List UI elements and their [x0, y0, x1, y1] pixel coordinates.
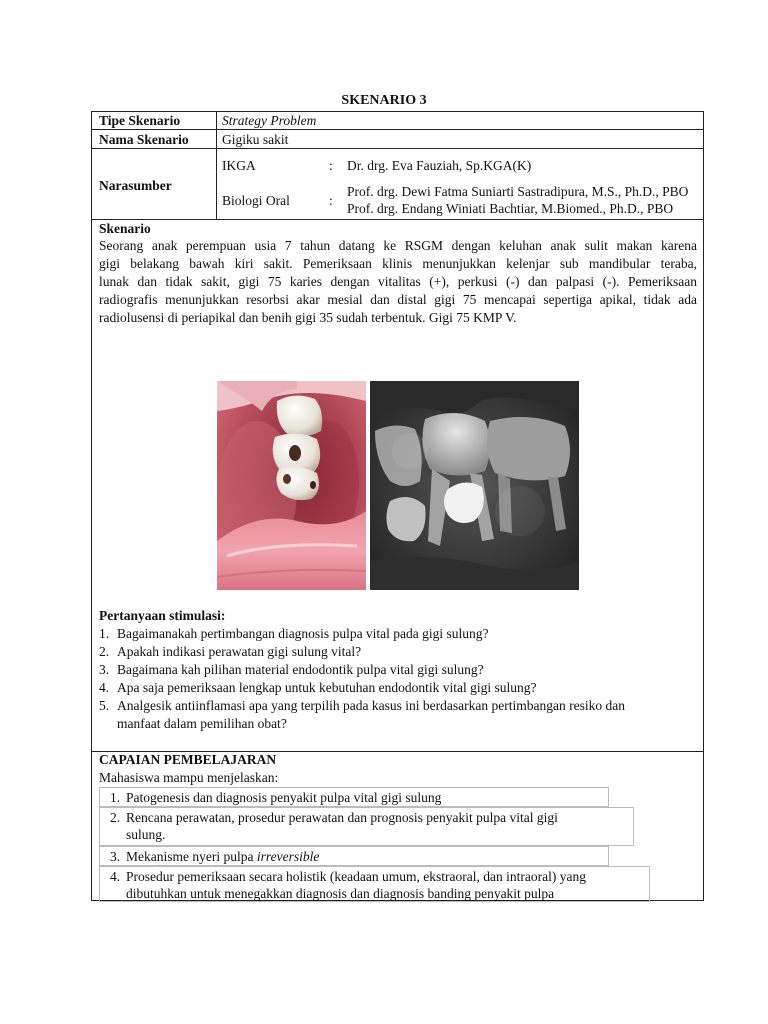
list-item: 5. Analgesik antiinflamasi apa yang terpilih pada kasus ini berdasarkan pertimbangan resiko dan manfaat dalam pemilihan obat?: [99, 698, 625, 731]
narasumber-label: Narasumber: [99, 178, 172, 193]
row-divider: [92, 148, 703, 149]
capaian-item: 3. Mekanisme nyeri pulpa irreversible: [99, 846, 609, 866]
scenario-table: [91, 111, 704, 901]
tipe-skenario-value: Strategy Problem: [222, 113, 317, 128]
radiograph-photo: [370, 381, 579, 590]
tipe-skenario-label: Tipe Skenario: [99, 113, 181, 128]
row-divider: [92, 219, 703, 220]
list-item: 2. Apakah indikasi perawatan gigi sulung vital?: [99, 644, 362, 659]
narasumber-person: Prof. drg. Dewi Fatma Suniarti Sastradipura, M.S., Ph.D., PBO: [347, 184, 689, 199]
pertanyaan-list: [99, 625, 697, 733]
row-divider: [92, 129, 703, 130]
document-title: SKENARIO 3: [341, 93, 427, 108]
nama-skenario-label: Nama Skenario: [99, 132, 189, 147]
capaian-heading: CAPAIAN PEMBELAJARAN: [99, 752, 277, 767]
list-item: 4. Apa saja pemeriksaan lengkap untuk kebutuhan endodontik vital gigi sulung?: [99, 680, 537, 695]
skenario-line: Seorang anak perempuan usia 7 tahun datang ke RSGM dengan keluhan anak sulit makan karena: [99, 238, 697, 253]
clinical-photo-image: [217, 381, 366, 590]
skenario-line: radiolusensi di periapikal dan benih gigi 35 sudah terbentuk. Gigi 75 KMP V.: [99, 310, 517, 325]
narasumber-dept: IKGA: [222, 158, 256, 173]
capaian-item: 1. Patogenesis dan diagnosis penyakit pulpa vital gigi sulung: [99, 787, 609, 807]
nama-skenario-value: Gigiku sakit: [222, 132, 289, 147]
capaian-item: 2. Rencana perawatan, prosedur perawatan dan prognosis penyakit pulpa vital gigi sulung.: [99, 807, 634, 846]
skenario-line: radiografis menunjukkan resorbsi akar mesial dan distal gigi 75 mencapai sepertiga apikal, tidak ada: [99, 292, 697, 307]
clinical-photo: [217, 381, 366, 590]
narasumber-dept: Biologi Oral: [222, 193, 290, 208]
narasumber-colon: :: [329, 193, 333, 208]
list-item: 1. Bagaimanakah pertimbangan diagnosis pulpa vital pada gigi sulung?: [99, 626, 489, 641]
column-divider: [216, 112, 217, 219]
capaian-item: 4. Prosedur pemeriksaan secara holistik (keadaan umum, ekstraoral, dan intraoral) yang dibutuhkan untuk menegakkan diagnosis dan diagnosis banding penyakit pulpa: [99, 866, 650, 902]
radiograph-image: [370, 381, 579, 590]
skenario-paragraph: [99, 237, 697, 327]
list-item: 3. Bagaimana kah pilihan material endodontik pulpa vital gigi sulung?: [99, 662, 484, 677]
narasumber-person: Prof. drg. Endang Winiati Bachtiar, M.Biomed., Ph.D., PBO: [347, 201, 674, 216]
pertanyaan-heading: Pertanyaan stimulasi:: [99, 608, 226, 623]
skenario-heading: Skenario: [99, 221, 151, 236]
narasumber-colon: :: [329, 158, 333, 173]
skenario-line: lunak dan tidak sakit, gigi 75 karies dengan vitalitas (+), perkusi (-) dan palpasi (-). Pemeriksaan: [99, 274, 697, 289]
skenario-line: gigi belakang bawah kiri sakit. Pemeriksaan klinis menunjukkan kelenjar sub mandibular teraba,: [99, 256, 697, 271]
narasumber-person: Dr. drg. Eva Fauziah, Sp.KGA(K): [347, 158, 532, 173]
capaian-intro: Mahasiswa mampu menjelaskan:: [99, 770, 279, 785]
